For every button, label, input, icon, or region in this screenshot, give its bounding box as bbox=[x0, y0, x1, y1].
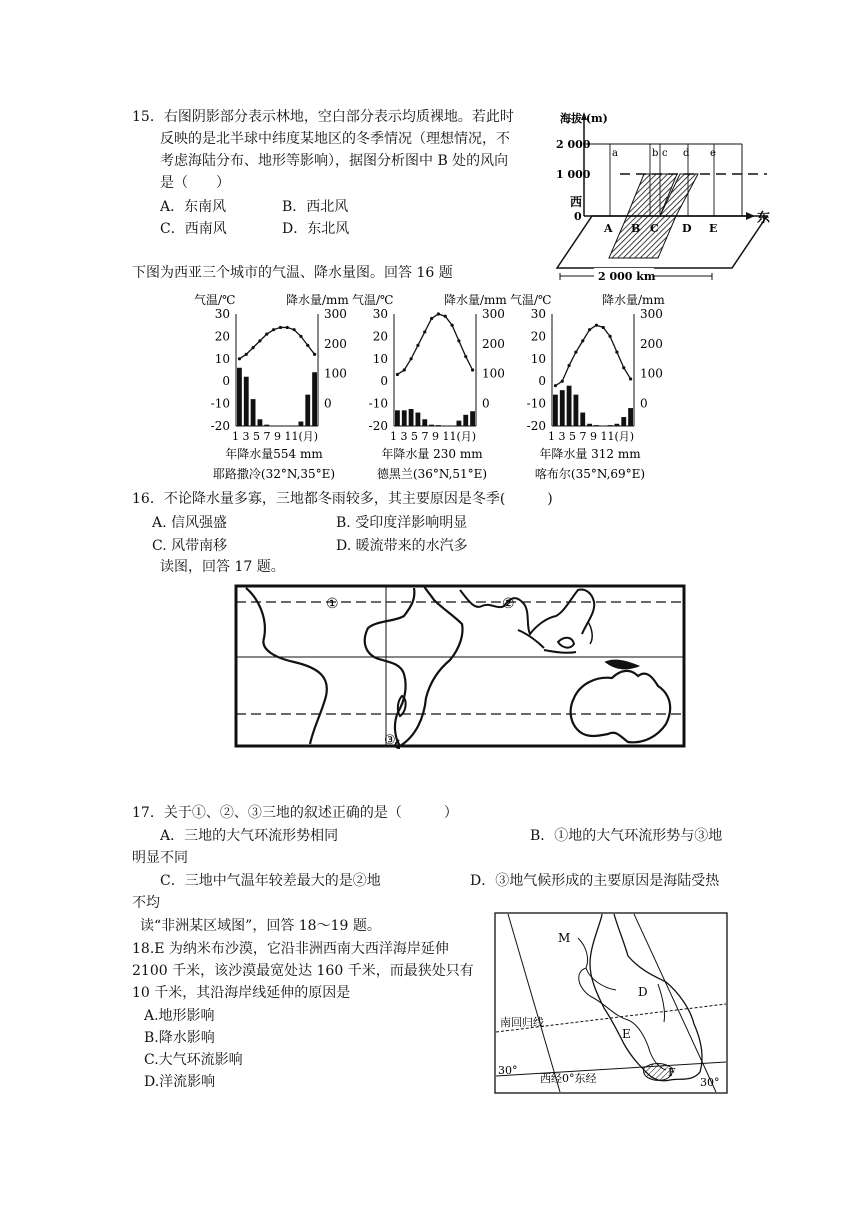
q17-option-b-line1: B．①地的大气环流形势与③地 bbox=[530, 828, 723, 844]
chart-2-city: 喀布尔(35°N,69°E) bbox=[534, 467, 646, 481]
chart-1-ltick-1: 20 bbox=[372, 329, 388, 344]
q16-option-a: A. 信风强盛 bbox=[152, 515, 228, 531]
meridian-label: 西经0°东经 bbox=[540, 1072, 597, 1085]
scale-label: 2 000 km bbox=[598, 270, 656, 283]
q15-option-d: D．东北风 bbox=[282, 221, 350, 237]
q17-stem: 17．关于①、②、③三地的叙述正确的是（ ） bbox=[132, 805, 458, 821]
ground-B: B bbox=[631, 222, 641, 235]
chart-0-rtick-1: 200 bbox=[324, 336, 347, 351]
point-b: b bbox=[652, 148, 659, 159]
chart-1-ltick-4: -10 bbox=[368, 396, 388, 411]
chart-1-bar-1 bbox=[402, 410, 407, 426]
q18-line-1: 18.E 为纳米布沙漠，它沿非洲西南大西洋海岸延伸 bbox=[132, 941, 449, 957]
west-label: 西 bbox=[570, 195, 583, 209]
chart-0-rtick-3: 0 bbox=[324, 396, 332, 411]
chart-2-ltick-4: -10 bbox=[526, 396, 546, 411]
chart-0-bar-2 bbox=[251, 399, 256, 426]
chart-2-precip-header: 降水量/mm bbox=[602, 293, 665, 307]
q18-line-3: 10 千米，其沿海岸线延伸的原因是 bbox=[132, 985, 351, 1001]
chart-2-bar-9 bbox=[615, 424, 620, 426]
lat-30-label: 30° bbox=[498, 1064, 518, 1077]
ground-D: D bbox=[682, 222, 692, 235]
chart-0-rtick-2: 100 bbox=[324, 366, 347, 381]
point-c: c bbox=[662, 148, 668, 159]
point-d: d bbox=[683, 148, 690, 159]
chart-0-bar-10 bbox=[305, 395, 310, 426]
chart-2-ltick-2: 10 bbox=[530, 351, 546, 366]
q16-stem: 16．不论降水量多寡，三地都冬雨较多，其主要原因是冬季( ) bbox=[132, 491, 553, 507]
intro-17: 读图，回答 17 题。 bbox=[160, 559, 285, 575]
chart-1-ltick-2: 10 bbox=[372, 351, 388, 366]
chart-2-temp-curve bbox=[555, 325, 630, 385]
chart-2-bar-10 bbox=[621, 417, 626, 426]
chart-1-city: 德黑兰(36°N,51°E) bbox=[376, 467, 488, 481]
chart-1-rtick-2: 100 bbox=[482, 366, 505, 381]
chart-2-rtick-2: 100 bbox=[640, 366, 663, 381]
chart-0-temp-header: 气温/℃ bbox=[194, 293, 236, 307]
chart-1-rtick-1: 200 bbox=[482, 336, 505, 351]
chart-0-annual: 年降水量554 mm bbox=[225, 447, 323, 461]
map-label-1: ① bbox=[326, 596, 339, 612]
chart-1-bar-5 bbox=[429, 425, 434, 426]
tropic-label: 南回归线 bbox=[500, 1016, 544, 1029]
intro-18: 读“非洲某区域图”，回答 18～19 题。 bbox=[140, 918, 381, 934]
chart-1-bar-6 bbox=[436, 425, 441, 426]
chart-0-bar-3 bbox=[258, 419, 263, 426]
chart-0-bar-9 bbox=[299, 422, 304, 426]
q15-line-4: 是（ ） bbox=[160, 175, 230, 191]
chart-2-annual: 年降水量 312 mm bbox=[539, 447, 641, 461]
chart-2-ltick-1: 20 bbox=[530, 329, 546, 344]
chart-2-bar-2 bbox=[567, 386, 572, 426]
map-label-2: ② bbox=[502, 596, 515, 612]
chart-1-ltick-0: 30 bbox=[372, 307, 388, 321]
chart-2-bar-5 bbox=[587, 424, 592, 426]
chart-1-precip-header: 降水量/mm bbox=[444, 293, 507, 307]
q18-line-2: 2100 千米，该沙漠最宽处达 160 千米，而最狭处只有 bbox=[132, 963, 474, 979]
q15-line-1: 15．右图阴影部分表示林地，空白部分表示均质裸地。若此时 bbox=[132, 109, 514, 125]
q16-option-b: B. 受印度洋影响明显 bbox=[336, 515, 468, 531]
q18-option-c: C.大气环流影响 bbox=[144, 1052, 243, 1068]
chart-2-ltick-3: 0 bbox=[538, 374, 546, 389]
ground-A: A bbox=[604, 222, 613, 235]
q15-option-a: A．东南风 bbox=[160, 199, 227, 215]
chart-1-temp-curve bbox=[397, 314, 472, 374]
world-map bbox=[228, 578, 702, 774]
east-label: 东 bbox=[757, 211, 771, 226]
chart-2-temp-header: 气温/℃ bbox=[510, 293, 552, 307]
q17-option-d-line2: 不均 bbox=[132, 895, 160, 911]
q16-option-d: D. 暖流带来的水汽多 bbox=[336, 538, 468, 554]
label-F: F bbox=[668, 1066, 676, 1079]
label-M: M bbox=[558, 931, 571, 945]
chart-2-bar-6 bbox=[594, 425, 599, 426]
chart-1-bar-2 bbox=[409, 409, 414, 426]
chart-2-bar-4 bbox=[580, 413, 585, 426]
q18-option-d: D.洋流影响 bbox=[144, 1074, 216, 1090]
chart-0-ltick-0: 30 bbox=[214, 307, 230, 321]
q15-line-2: 反映的是北半球中纬度某地区的冬季情况（理想情况，不 bbox=[160, 131, 510, 147]
chart-0-ltick-1: 20 bbox=[214, 329, 230, 344]
chart-1-bar-11 bbox=[470, 411, 475, 426]
point-a: a bbox=[612, 148, 618, 159]
tick-1000: 1 000 bbox=[556, 168, 591, 181]
africa-region-map bbox=[494, 912, 728, 1094]
chart-1-ltick-3: 0 bbox=[380, 374, 388, 389]
chart-0-ltick-2: 10 bbox=[214, 351, 230, 366]
chart-1-ltick-5: -20 bbox=[368, 419, 388, 433]
chart-1-bar-10 bbox=[463, 415, 468, 426]
label-D: D bbox=[638, 985, 648, 999]
terrain-block-diagram bbox=[552, 108, 782, 286]
chart-2-ltick-0: 30 bbox=[530, 307, 546, 321]
chart-0-months: 1 3 5 7 9 11(月) bbox=[232, 430, 319, 443]
tick-0: 0 bbox=[574, 210, 582, 223]
chart-2-rtick-0: 300 bbox=[640, 307, 663, 321]
chart-0-temp-curve bbox=[239, 327, 314, 358]
chart-2-rtick-1: 200 bbox=[640, 336, 663, 351]
q17-option-d-line1: D．③地气候形成的主要原因是海陆受热 bbox=[470, 873, 720, 889]
chart-2-bar-3 bbox=[574, 395, 579, 426]
chart-1-bar-3 bbox=[416, 413, 421, 426]
chart-0-ltick-5: -20 bbox=[210, 419, 230, 433]
chart-1-annual: 年降水量 230 mm bbox=[381, 447, 483, 461]
chart-1-bar-9 bbox=[457, 421, 462, 426]
q15-option-c: C．西南风 bbox=[160, 221, 227, 237]
q18-option-b: B.降水影响 bbox=[144, 1030, 215, 1046]
point-e: e bbox=[710, 148, 716, 159]
chart-1-rtick-3: 0 bbox=[482, 396, 490, 411]
chart-2-bar-8 bbox=[608, 425, 613, 426]
climate-charts bbox=[190, 290, 670, 486]
chart-2-bar-11 bbox=[628, 408, 633, 426]
q17-option-b-line2: 明显不同 bbox=[132, 850, 188, 866]
tick-2000: 2 000 bbox=[556, 138, 591, 151]
chart-0-precip-header: 降水量/mm bbox=[286, 293, 349, 307]
chart-0-ltick-3: 0 bbox=[222, 374, 230, 389]
chart-2-ltick-5: -20 bbox=[526, 419, 546, 433]
q18-option-a: A.地形影响 bbox=[144, 1008, 215, 1024]
lon-30-label: 30° bbox=[700, 1076, 720, 1089]
chart-2-rtick-3: 0 bbox=[640, 396, 648, 411]
chart-0-rtick-0: 300 bbox=[324, 307, 347, 321]
chart-0-city: 耶路撒冷(32°N,35°E) bbox=[212, 467, 336, 481]
map-label-3: ③ bbox=[384, 733, 396, 748]
chart-0-bar-1 bbox=[244, 377, 249, 426]
q15-line-3: 考虑海陆分布、地形等影响），据图分析图中 B 处的风向 bbox=[160, 153, 509, 169]
q17-option-a: A．三地的大气环流形势相同 bbox=[160, 828, 339, 844]
label-E: E bbox=[622, 1027, 631, 1041]
chart-0-ltick-4: -10 bbox=[210, 396, 230, 411]
ground-E: E bbox=[709, 222, 718, 235]
chart-1-months: 1 3 5 7 9 11(月) bbox=[390, 430, 477, 443]
q16-option-c: C. 风带南移 bbox=[152, 538, 228, 554]
altitude-axis-label: 海拔 (m) bbox=[560, 112, 608, 125]
chart-1-rtick-0: 300 bbox=[482, 307, 505, 321]
chart-1-temp-header: 气温/℃ bbox=[352, 293, 394, 307]
chart-1-bar-4 bbox=[422, 419, 427, 426]
chart-2-bar-0 bbox=[553, 395, 558, 426]
chart-0-bar-4 bbox=[264, 425, 269, 426]
chart-0-bar-11 bbox=[312, 372, 317, 426]
q17-option-c: C．三地中气温年较差最大的是②地 bbox=[160, 873, 381, 889]
chart-0-bar-0 bbox=[237, 368, 242, 426]
chart-2-months: 1 3 5 7 9 11(月) bbox=[548, 430, 635, 443]
chart-1-bar-0 bbox=[395, 410, 400, 426]
q15-option-b: B．西北风 bbox=[282, 199, 349, 215]
chart-2-bar-1 bbox=[560, 390, 565, 426]
ground-C: C bbox=[650, 222, 659, 235]
intro-16: 下图为西亚三个城市的气温、降水量图。回答 16 题 bbox=[132, 265, 453, 281]
